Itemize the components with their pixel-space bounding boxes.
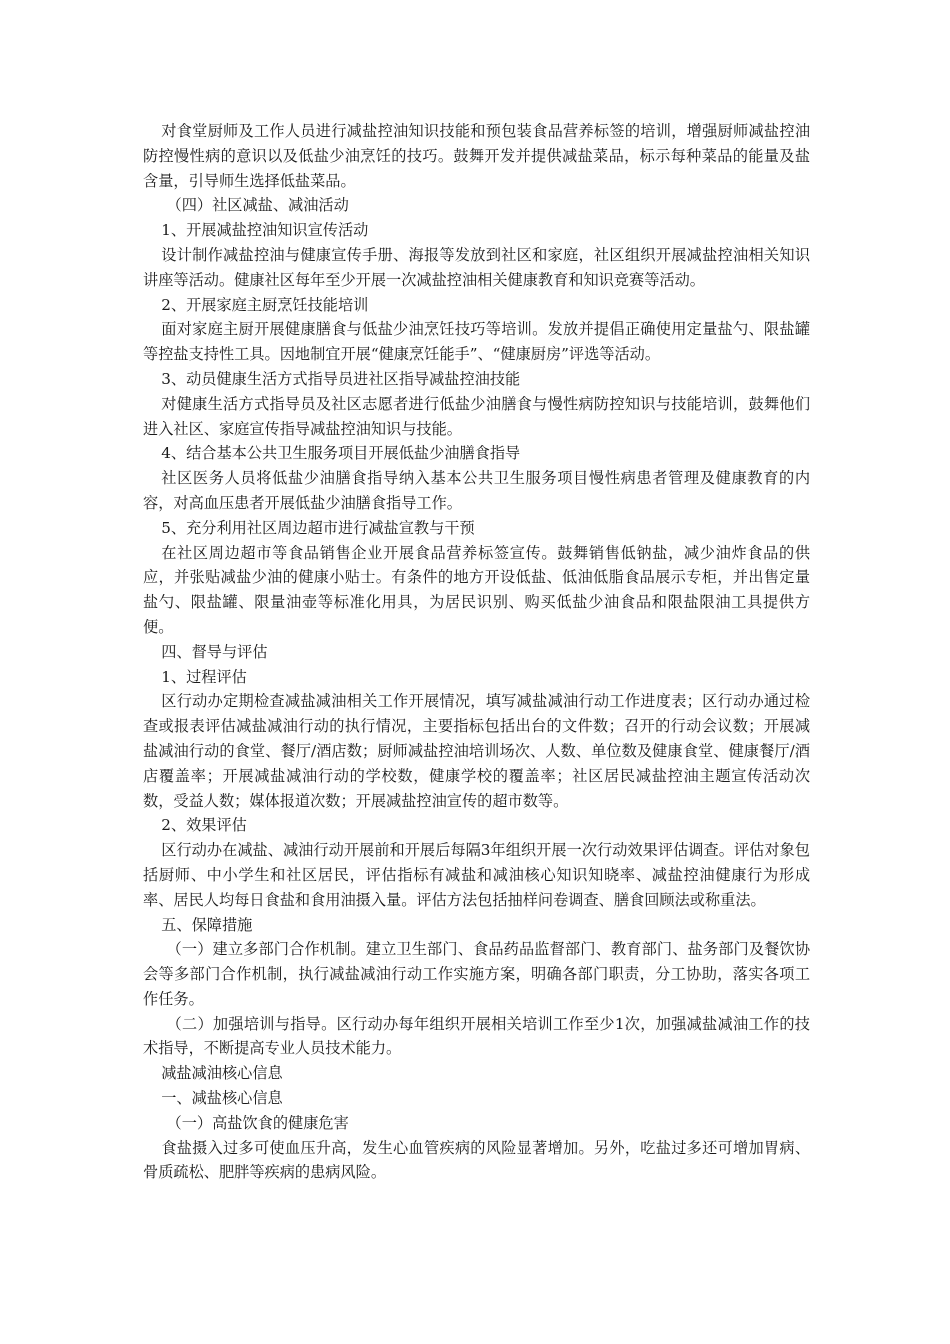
subsection-heading: 2、开展家庭主厨烹饪技能培训 [161,295,369,314]
subsection-heading: 3、动员健康生活方式指导员进社区指导减盐控油技能 [161,369,521,388]
section-heading: （一）高盐饮食的健康危害 [166,1113,349,1132]
chapter-heading: 五、保障措施 [161,915,253,934]
paragraph: （二）加强培训与指导。区行动办每年组织开展相关培训工作至少1次，加强减盐减油工作的技术指导，不断提高专业人员技术能力。 [143,1014,810,1058]
subsection-heading: 4、结合基本公共卫生服务项目开展低盐少油膳食指导 [161,444,521,463]
document-subtitle: 减盐减油核心信息 [161,1064,283,1083]
paragraph: 在社区周边超市等食品销售企业开展食品营养标签宣传。鼓舞销售低钠盐，减少油炸食品的供应，并张贴减盐少油的健康小贴士。有条件的地方开设低盐、低油低脂食品展示专柜，并出售定量盐勺、限盐罐、限量油壶等标准化用具，为居民识别、购买低盐少油食品和限盐限油工具提供方便。 [143,543,810,636]
subsection-heading: 2、效果评估 [161,816,247,835]
section-heading: （四）社区减盐、减油活动 [166,196,349,215]
subsection-heading: 1、开展减盐控油知识宣传活动 [161,221,369,240]
document-page [143,119,810,1185]
paragraph: 社区医务人员将低盐少油膳食指导纳入基本公共卫生服务项目慢性病患者管理及健康教育的内容，对高血压患者开展低盐少油膳食指导工作。 [143,469,810,512]
paragraph: （一）建立多部门合作机制。建立卫生部门、食品药品监督部门、教育部门、盐务部门及餐饮协会等多部门合作机制，执行减盐减油行动工作实施方案，明确各部门职责，分工协助，落实各项工作任务。 [143,940,810,1008]
paragraph: 面对家庭主厨开展健康膳食与低盐少油烹饪技巧等培训。发放并提倡正确使用定量盐勺、限盐罐等控盐支持性工具。因地制宜开展“健康烹饪能手”、“健康厨房”评选等活动。 [143,320,810,364]
subsection-heading: 1、过程评估 [161,667,247,686]
chapter-heading: 四、督导与评估 [161,642,268,661]
paragraph: 对健康生活方式指导员及社区志愿者进行低盐少油膳食与慢性病防控知识与技能培训，鼓舞他们进入社区、家庭宣传指导减盐控油知识与技能。 [143,394,810,438]
paragraph: 区行动办在减盐、减油行动开展前和开展后每隔3年组织开展一次行动效果评估调查。评估对象包括厨师、中小学生和社区居民，评估指标有减盐和减油核心知识知晓率、减盐控油健康行为形成率、居民人均每日食盐和食用油摄入量。评估方法包括抽样问卷调查、膳食回顾法或称重法。 [143,841,810,909]
paragraph-1: 对食堂厨师及工作人员进行减盐控油知识技能和预包装食品营养标签的培训，增强厨师减盐控油防控慢性病的意识以及低盐少油烹饪的技巧。鼓舞开发并提供减盐菜品，标示每种菜品的能量及盐含量，引导师生选择低盐菜品。 [143,122,810,190]
subsection-heading: 5、充分利用社区周边超市进行减盐宣教与干预 [161,518,475,537]
paragraph: 区行动办定期检查减盐减油相关工作开展情况，填写减盐减油行动工作进度表；区行动办通过检查或报表评估减盐减油行动的执行情况，主要指标包括出台的文件数；召开的行动会议数；开展减盐减油行动的食堂、餐厅/酒店数；厨师减盐控油培训场次、人数、单位数及健康食堂、健康餐厅/酒店覆盖率；开展减盐减油行动的学校数，健康学校的覆盖率；社区居民减盐控油主题宣传活动次数，受益人数；媒体报道次数；开展减盐控油宣传的超市数等。 [143,692,810,810]
paragraph: 食盐摄入过多可使血压升高，发生心血管疾病的风险显著增加。另外，吃盐过多还可增加胃病、骨质疏松、肥胖等疾病的患病风险。 [143,1138,810,1182]
paragraph: 设计制作减盐控油与健康宣传手册、海报等发放到社区和家庭，社区组织开展减盐控油相关知识讲座等活动。健康社区每年至少开展一次减盐控油相关健康教育和知识竞赛等活动。 [143,245,810,289]
chapter-heading: 一、减盐核心信息 [161,1089,283,1108]
